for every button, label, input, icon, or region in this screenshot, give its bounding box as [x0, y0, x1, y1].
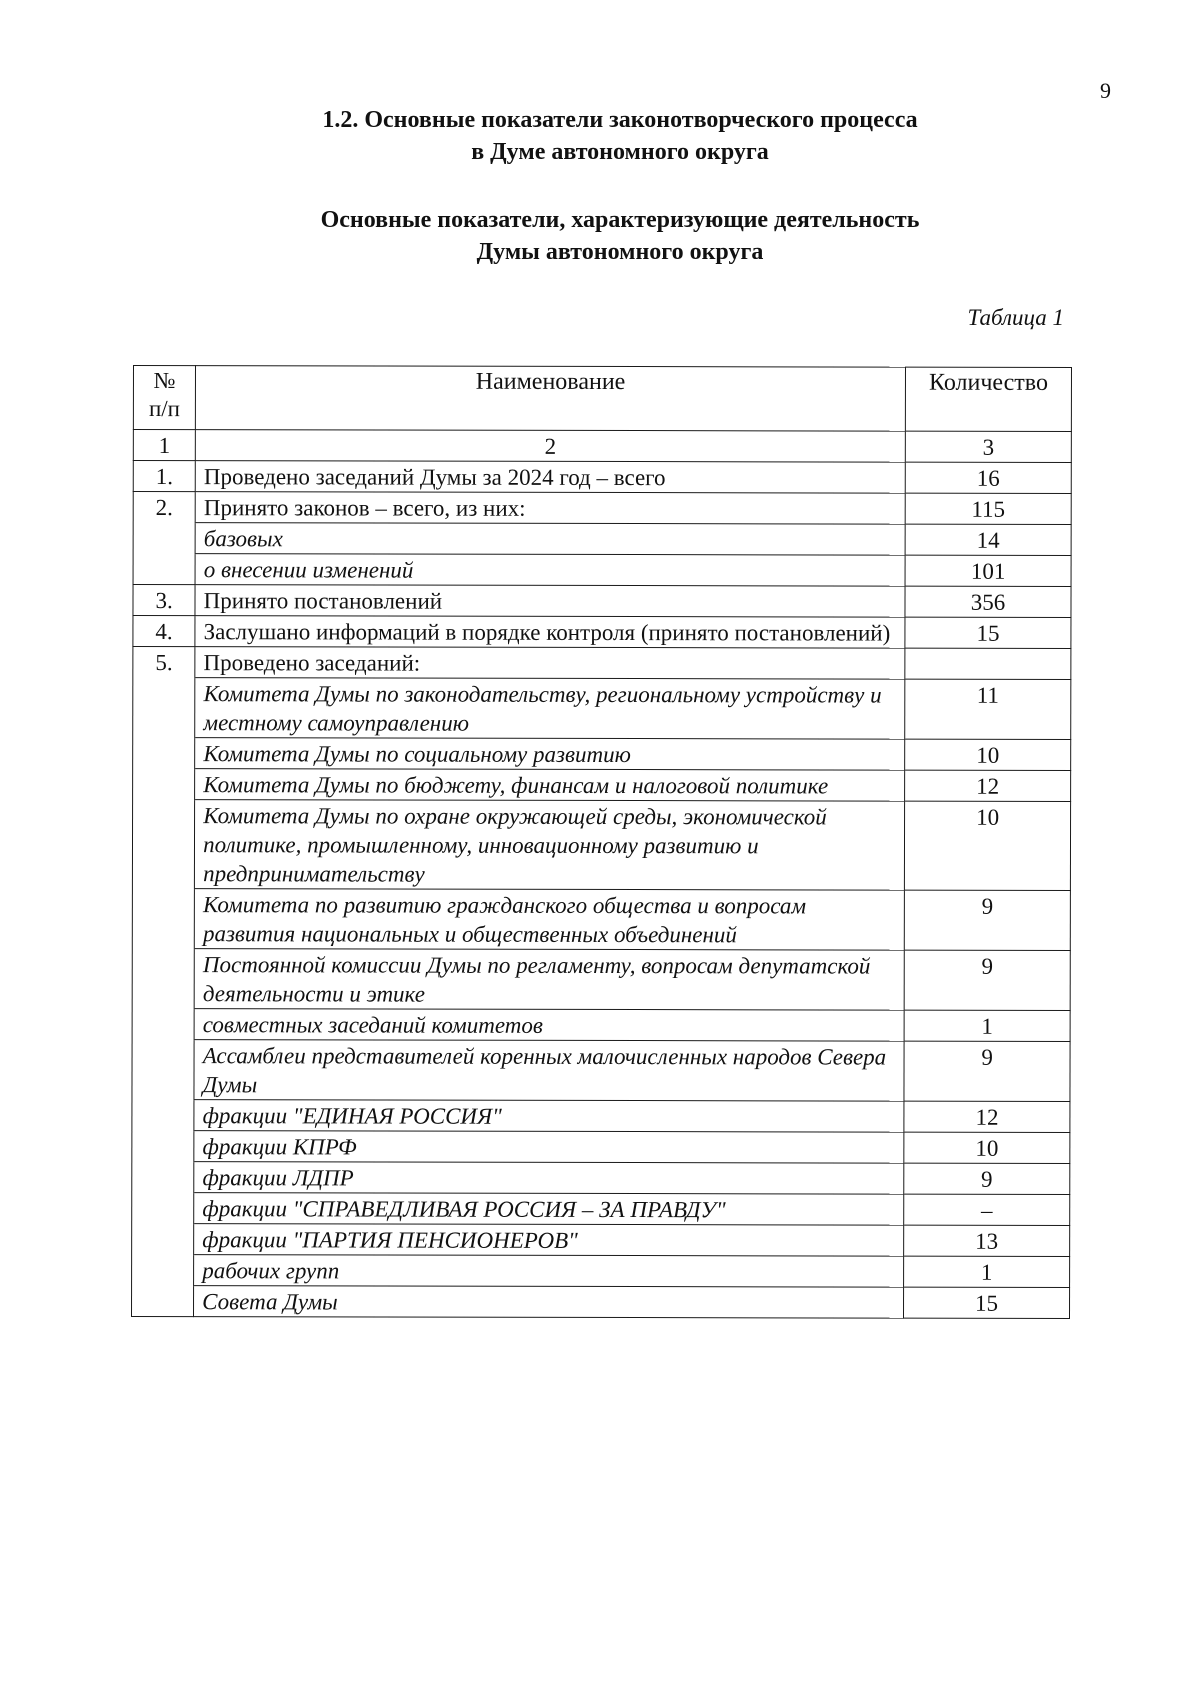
row-name: Совета Думы	[194, 1286, 904, 1318]
table-caption: Таблица 1	[967, 305, 1064, 330]
row-number	[132, 1192, 194, 1223]
row-number	[133, 738, 195, 769]
row-quantity: 12	[905, 770, 1071, 801]
row-number	[132, 800, 194, 889]
table-row	[133, 769, 1071, 802]
table-header-row	[133, 366, 1071, 432]
row-quantity: 1	[904, 1010, 1070, 1041]
header-num: № п/п	[133, 366, 195, 430]
table-row	[133, 647, 1071, 680]
row-name: Проведено заседаний:	[195, 647, 905, 679]
row-quantity: 10	[905, 739, 1071, 770]
row-name: базовых	[195, 523, 905, 555]
table-row	[133, 585, 1071, 618]
row-number	[132, 1161, 194, 1192]
header-qty: Количество	[905, 367, 1071, 431]
row-quantity: 9	[904, 950, 1070, 1010]
table-row	[133, 492, 1071, 525]
row-quantity: 115	[905, 493, 1071, 524]
section-heading-line1: 1.2. Основные показатели законотворческого процесса	[322, 107, 918, 133]
table-row	[132, 888, 1070, 950]
column-index-2: 2	[195, 430, 905, 462]
row-quantity: 101	[905, 555, 1071, 586]
table-row	[133, 616, 1071, 649]
row-number	[133, 769, 195, 800]
table-row	[132, 1161, 1070, 1194]
row-number	[132, 1130, 194, 1161]
row-name: фракции "ЕДИНАЯ РОССИЯ"	[194, 1100, 904, 1132]
row-quantity: 15	[904, 1287, 1070, 1318]
table-heading	[0, 204, 1200, 268]
table-row	[132, 1254, 1070, 1287]
row-quantity: 9	[904, 1163, 1070, 1194]
table-row	[132, 1192, 1070, 1225]
row-quantity: 10	[904, 1132, 1070, 1163]
row-quantity: 12	[904, 1101, 1070, 1132]
column-index-row	[133, 430, 1071, 463]
table-row	[132, 1223, 1070, 1256]
row-name: Принято законов – всего, из них:	[195, 492, 905, 524]
row-name: Комитета Думы по законодательству, региональному устройству и местному самоуправлению	[195, 678, 905, 739]
row-number	[133, 523, 195, 554]
row-name: фракции ЛДПР	[194, 1162, 904, 1194]
row-number: 1.	[133, 461, 195, 492]
header-name: Наименование	[196, 366, 906, 431]
row-quantity: –	[904, 1194, 1070, 1225]
row-name: Проведено заседаний Думы за 2024 год – всего	[195, 461, 905, 493]
row-name: фракции "СПРАВЕДЛИВАЯ РОССИЯ – ЗА ПРАВДУ"	[194, 1193, 904, 1225]
table-row	[132, 1008, 1070, 1041]
column-index-1: 1	[133, 430, 195, 461]
table-row	[132, 1130, 1070, 1163]
row-number: 5.	[133, 647, 195, 678]
row-quantity: 9	[904, 890, 1070, 950]
page-number: 9	[1100, 78, 1111, 103]
row-number	[132, 1223, 194, 1254]
row-quantity: 16	[905, 462, 1071, 493]
row-number	[132, 1285, 194, 1316]
row-quantity: 15	[905, 617, 1071, 648]
row-name: Комитета по развитию гражданского общества и вопросам развития национальных и общественных объединений	[194, 889, 904, 950]
row-quantity: 356	[905, 586, 1071, 617]
table-row	[132, 948, 1070, 1010]
row-number	[132, 1008, 194, 1039]
row-name: фракции "ПАРТИЯ ПЕНСИОНЕРОВ"	[194, 1224, 904, 1256]
row-number	[133, 678, 195, 738]
row-number	[132, 1039, 194, 1099]
row-name: Постоянной комиссии Думы по регламенту, вопросам депутатской деятельности и этике	[194, 949, 904, 1010]
table-body	[132, 461, 1072, 1319]
row-name: рабочих групп	[194, 1255, 904, 1287]
row-number	[132, 1099, 194, 1130]
row-number	[132, 1254, 194, 1285]
indicators-table	[131, 365, 1072, 1319]
row-number: 3.	[133, 585, 195, 616]
row-number: 4.	[133, 616, 195, 647]
row-name: Комитета Думы по социальному развитию	[195, 738, 905, 770]
row-number	[132, 948, 194, 1008]
row-quantity: 9	[904, 1041, 1070, 1101]
table-row	[132, 800, 1070, 891]
row-name: о внесении изменений	[195, 554, 905, 586]
table-row	[133, 461, 1071, 494]
table-row	[132, 1099, 1070, 1132]
row-name: Принято постановлений	[195, 585, 905, 617]
table-heading-line2: Думы автономного округа	[476, 239, 764, 265]
row-quantity: 1	[904, 1256, 1070, 1287]
table-heading-line1: Основные показатели, характеризующие деятельность	[320, 207, 920, 233]
row-quantity: 13	[904, 1225, 1070, 1256]
section-heading-line2: в Думе автономного округа	[471, 139, 769, 165]
table-row	[133, 738, 1071, 771]
column-index-3: 3	[905, 431, 1071, 462]
row-quantity: 14	[905, 524, 1071, 555]
row-number: 2.	[133, 492, 195, 523]
table-row	[132, 1285, 1070, 1318]
table-row	[133, 554, 1071, 587]
row-name: Заслушано информаций в порядке контроля (принято постановлений)	[195, 616, 905, 648]
row-name: Ассамблеи представителей коренных малочисленных народов Севера Думы	[194, 1040, 904, 1101]
table-row	[132, 1039, 1070, 1101]
row-number	[132, 888, 194, 948]
row-number	[133, 554, 195, 585]
section-heading	[0, 104, 1200, 168]
row-name: совместных заседаний комитетов	[194, 1009, 904, 1041]
row-quantity	[905, 648, 1071, 679]
row-name: Комитета Думы по бюджету, финансам и налоговой политике	[195, 769, 905, 801]
row-quantity: 11	[905, 679, 1071, 739]
table-row	[133, 678, 1071, 740]
table-row	[133, 523, 1071, 556]
row-quantity: 10	[904, 801, 1070, 890]
row-name: фракции КПРФ	[194, 1131, 904, 1163]
row-name: Комитета Думы по охране окружающей среды, экономической политике, промышленному, инновационному развитию и предпринимательству	[195, 800, 905, 890]
